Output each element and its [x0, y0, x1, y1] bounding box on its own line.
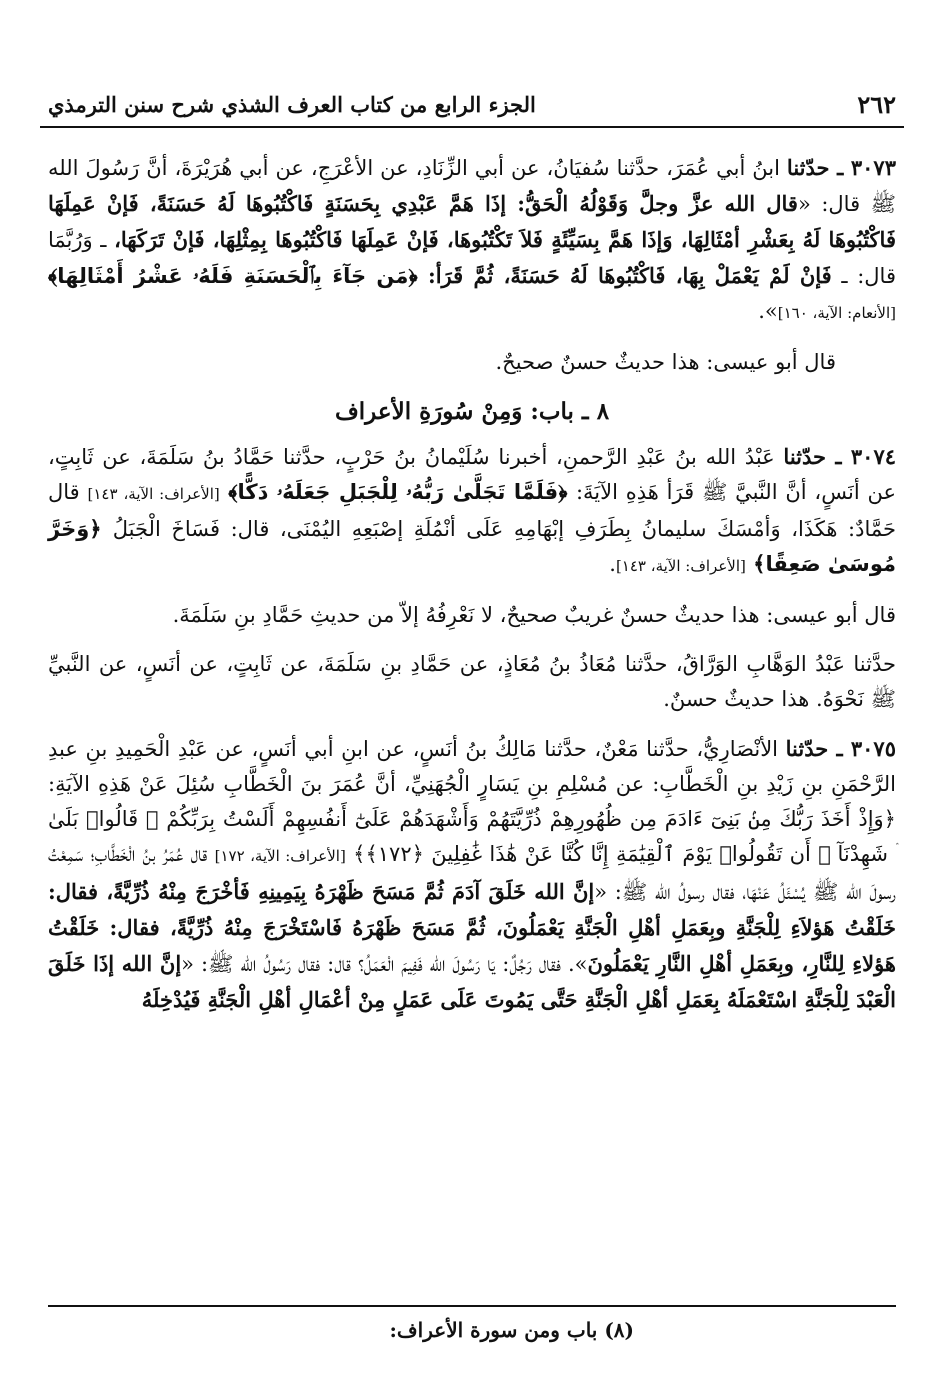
narrator-note: ـ وَرُبَّمَا قال: ـ — [48, 228, 896, 288]
quran-verse: ﴿فَلَمَّا تَجَلَّىٰ رَبُّهُۥ لِلْجَبَلِ جَعَلَهُۥ دَكًّا﴾ — [219, 480, 576, 504]
quran-verse-2: ﴿وَخَرَّ مُوسَىٰ صَعِقًا﴾ — [48, 517, 896, 576]
chain-3074: حدَّثنا عَبْدُ الوَهَّابِ الوَرَّاقُ، حدَّثنا مُعَاذُ بنُ مُعَاذٍ، عن حَمَّادِ بنِ سَلَمَةَ، عن ثَابِتٍ، عن أنَسٍ، عن النَّبيِّ ﷺ نَحْوَهُ. هذا حديثٌ حسنٌ. — [48, 652, 896, 711]
hadith-3074 — [48, 439, 896, 584]
isnad-text: الأنْصَارِيُّ، حدَّثنا مَعْنٌ، حدَّثنا مَالِكُ بنُ أنَسٍ، عن ابنِ أبي أنَسٍ، عن عَبْدِ الْحَمِيدِ بنِ عبدِ الرَّحْمَنِ بنِ زَيْدِ بنِ الْخَطَّابِ: عن مُسْلِمِ بنِ يَسَارٍ الْجُهَنِيِّ، أنَّ عُمَرَ بنَ الْخَطَّابِ سُئِلَ عَنْ هَذِهِ الآيَةِ: — [48, 737, 896, 796]
hadith-text: قال حَمَّادٌ: هَكَذَا، وَأمْسَكَ سليمانُ بِطَرَفِ إبْهَامِهِ عَلَى أنْمُلَةِ إصْبَعِهِ اليُمْنَى، قال: فَسَاخَ الْجَبَلُ — [48, 480, 896, 541]
quran-verse: ﴿وَإِذْ أَخَذَ رَبُّكَ مِنۢ بَنِىٓ ءَادَمَ مِن ظُهُورِهِمْ ذُرِّيَّتَهُمْ وَأَشْهَدَهُمْ عَلَىٰٓ أَنفُسِهِمْ أَلَسْتُ بِرَبِّكُمْ ۖ قَالُوا۟ بَلَىٰ ۛ شَهِدْنَآ ۛ أَن تَقُولُوا۟ يَوْمَ ٱلْقِيَٰمَةِ إِنَّا كُنَّا عَنْ هَٰذَا غَٰفِلِينَ ﴿١٧٢﴾﴾ — [48, 807, 896, 866]
footnote-divider — [48, 1305, 896, 1307]
closing-mark: ». — [758, 299, 778, 323]
hadith-text: قال عُمَرُ بنُ الْخَطَّابِ؛ سَمِعْتُ رسولَ الله ﷺ يُسْئَلُ عَنْهَا، فقال رسولُ الله ﷺ: « — [48, 842, 896, 904]
hadith-number: ٣٠٧٤ ـ حدّثنا — [783, 444, 897, 469]
hadith-number: ٣٠٧٥ ـ حدّثنا — [785, 736, 896, 761]
hadith-matn: إنَّ الله خَلَقَ آدَمَ ثُمَّ مَسَحَ ظَهْرَهُ بِيَمِينِهِ فَأخْرَجَ مِنْهُ ذُرِّيَّةً، فقال: خَلَقْتُ هَؤلاَءِ لِلْجَنَّةِ وبِعَمَلِ أهْلِ الْجَنَّةِ يَعْمَلُونَ، ثُمَّ مَسَحَ ظَهْرَهُ فَاسْتَخْرَجَ مِنْهُ ذُرِّيَّةً، فقال: خَلَقْتُ هَؤلاءِ لِلنَّارِ، وبِعَمَلِ أهْلِ النَّارِ يَعْمَلُونَ — [48, 879, 896, 976]
hadith-3075 — [48, 731, 896, 1018]
chapter-heading: ٨ ـ باب: وَمِنْ سُورَةِ الأعراف — [334, 398, 610, 425]
verdict-3073: قال أبو عيسى: هذا حديثٌ حسنٌ صحيحٌ. — [495, 350, 836, 374]
hadith-number: ٣٠٧٣ ـ حدّثنا — [786, 155, 896, 180]
main-text — [48, 150, 896, 1018]
isnad-text: ابنُ أبي عُمَرَ، حدَّثنا سُفيَانُ، عن أبي الزِّنَادِ، عن الأعْرَجِ، عن أبي هُرَيْرَةَ، أنَّ رَسُولَ الله ﷺ قال: « — [48, 156, 896, 216]
verse-reference: [الأنعام: الآية، ١٦٠] — [777, 304, 896, 322]
quran-verse: ﴿مَن جَآءَ بِٱلْحَسَنَةِ فَلَهُۥ عَشْرُ أَمْثَالِهَا﴾ — [48, 264, 428, 288]
hadith-matn-2: إنَّ الله إذَا خَلَقَ الْعَبْدَ لِلْجَنَّةِ اسْتَعْمَلَهُ بِعَمَلِ أهْلِ الْجَنَّةِ حَتَّى يَمُوتَ عَلَى عَمَلٍ مِنْ أعْمَالِ أهْلِ الْجَنَّةِ فَيُدْخِلَهُ — [48, 951, 896, 1012]
page-number: ٢٦٢ — [857, 90, 896, 119]
page-header — [40, 86, 904, 128]
running-title: الجزء الرابع من كتاب العرف الشذي شرح سنن الترمذي — [48, 92, 536, 117]
isnad-text: عَبْدُ الله بنُ عَبْدِ الرَّحمنِ، أخبرنا سُلَيْمانُ بنُ حَرْبٍ، حدَّثنا حَمَّادُ بنُ سَلَمَةَ، عن ثَابِتٍ، عن أنَسٍ، أنَّ النَّبيَّ ﷺ قَرَأ هَذِهِ الآيَةَ: — [48, 445, 896, 504]
verdict-3074: قال أبو عيسى: هذا حديثٌ حسنٌ غريبٌ صحيحٌ، لا نَعْرِفُهُ إلاّ من حديثِ حَمَّادِ بنِ سَلَمَةَ. — [172, 603, 896, 627]
verse-reference-2: [الأعراف: الآية، ١٤٣] — [615, 557, 746, 575]
verse-reference: [الأعراف: الآية، ١٤٣] — [87, 485, 220, 503]
hadith-3073 — [48, 150, 896, 331]
hadith-matn-2: فَإنْ لَمْ يَعْمَلْ بِهَا، فَاكْتُبُوهَا لَهُ حَسَنَةً، ثُمَّ قَرَأ: — [427, 263, 832, 288]
verse-reference: [الأعراف: الآية، ١٧٢] — [214, 847, 346, 865]
closing-mark: . — [609, 552, 616, 576]
hadith-matn: قال الله عزَّ وجلَّ وَقَوْلُهُ الْحَقُّ: إذَا هَمَّ عَبْدِي بِحَسَنَةٍ فَاكْتُبُوهَا لَهُ حَسَنَةً، فَإنْ عَمِلَهَا فَاكْتُبُوهَا لَهُ بِعَشْرِ أمْثَالِهَا، وَإذَا هَمَّ بِسَيِّئَةٍ فَلاَ تَكْتُبُوهَا، فَإنْ عَمِلَهَا فَاكْتُبُوهَا بِمِثْلِهَا، فَإنْ تَرَكَهَا، — [48, 191, 896, 252]
hadith-text-2: ». فقال رَجُلٌ: يَا رَسُولَ الله فَفِيمَ الْعَمَلُ؟ قال: فقال رَسُولُ الله ﷺ: « — [181, 952, 588, 976]
footnote: (٨) باب ومن سورة الأعراف: — [389, 1318, 634, 1342]
